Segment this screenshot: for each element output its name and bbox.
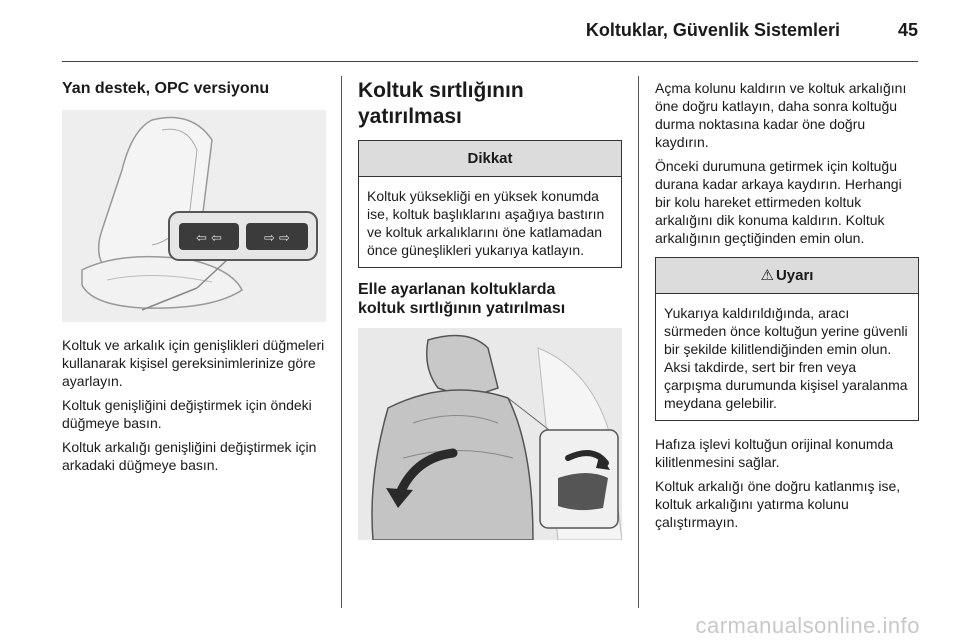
notice-body: Koltuk yüksekliği en yüksek konumda ise, koltuk başlıklarını aşağıya bastırın ve koltuk arkalıklarını öne katlamadan önce güneşlikleri yukarıya katlayın.	[367, 188, 605, 258]
paragraph: Hafıza işlevi koltuğun orijinal konumda kilitlenmesini sağlar.	[655, 436, 894, 470]
notice-box	[358, 140, 622, 268]
notice-title: Dikkat	[359, 141, 621, 177]
backrest-illustration-svg	[358, 328, 622, 540]
paragraph: Koltuk genişliğini değiştirmek için öndeki düğmeye basın.	[62, 397, 312, 431]
page-number: 45	[897, 20, 918, 40]
paragraph: Önceki durumuna getirmek için koltuğu durana kadar arkaya kaydırın. Herhangi bir kolu hareket ettirmeden koltuk arkalığını dik konuma kaldırın. Koltuk arkalığının geçtiğinden emin olun.	[655, 158, 902, 246]
page-header-title: Koltuklar, Güvenlik Sistemleri	[585, 20, 840, 40]
warning-title: Uyarı	[775, 267, 814, 284]
paragraph: Koltuk arkalığı öne doğru katlanmış ise, koltuk arkalığını yatırma kolunu çalıştırmayın.	[655, 478, 901, 530]
heading-line: yatırılması	[358, 105, 462, 128]
section-heading-backrest	[358, 78, 622, 130]
seat-side-support-illustration	[62, 110, 326, 322]
paragraph: Koltuk arkalığı genişliğini değiştirmek için arkadaki düğmeye basın.	[62, 439, 317, 473]
section-heading-side-support: Yan destek, OPC versiyonu	[62, 80, 270, 97]
warning-body: Yukarıya kaldırıldığında, aracı sürmeden önce koltuğun yerine güvenli bir şekilde kilitlendiğinden emin olun. Aksi takdirde, sert bir fren veya çarpışma durumunda kişisel yaralanma meydana gelebilir.	[664, 305, 908, 411]
column-1	[62, 76, 326, 480]
column-2	[358, 76, 622, 540]
subsection-heading-manual-seats	[358, 280, 622, 318]
column-divider-right	[638, 76, 639, 608]
svg-text:⇦ ⇦: ⇦ ⇦	[196, 231, 222, 246]
header-rule	[62, 61, 918, 62]
column-3	[655, 76, 919, 537]
seat-illustration-svg	[62, 110, 326, 322]
column-divider-left	[341, 76, 342, 608]
svg-text:⇨ ⇨: ⇨ ⇨	[264, 231, 290, 246]
paragraph: Açma kolunu kaldırın ve koltuk arkalığını öne doğru katlayın, daha sonra koltuğu durma noktasına kadar öne doğru kaydırın.	[655, 80, 907, 150]
warning-box	[655, 257, 919, 421]
heading-line: koltuk sırtlığının yatırılması	[358, 300, 566, 317]
heading-line: Koltuk sırtlığının	[358, 79, 524, 102]
warning-header	[656, 258, 918, 294]
warning-triangle-icon: ⚠	[760, 267, 774, 284]
paragraph: Koltuk ve arkalık için genişlikleri düğmeleri kullanarak kişisel gereksinimlerinize göre ayarlayın.	[62, 337, 325, 389]
watermark: carmanualsonline.info	[695, 613, 920, 638]
heading-line: Elle ayarlanan koltuklarda	[358, 281, 556, 298]
seat-backrest-fold-illustration	[358, 328, 622, 540]
